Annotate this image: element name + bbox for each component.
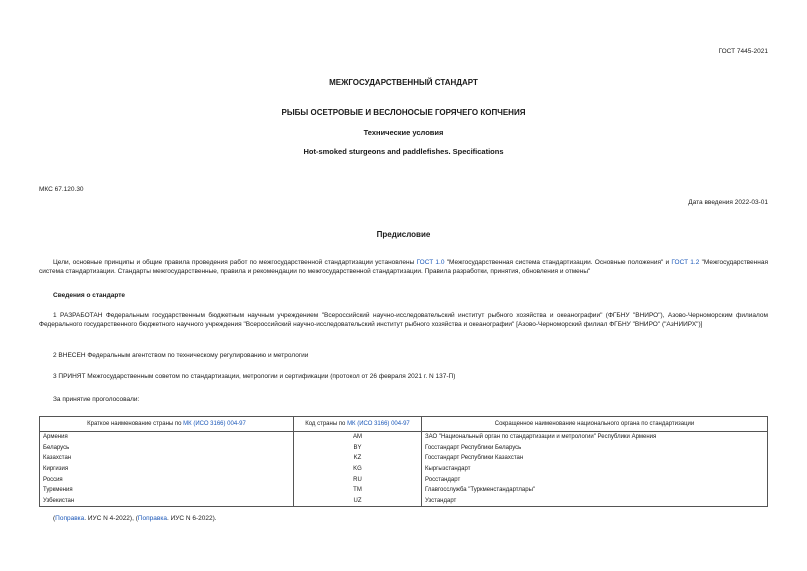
- table-row: [40, 496, 768, 507]
- code-cell: KZ: [294, 453, 422, 464]
- code-cell: RU: [294, 474, 422, 485]
- code-cell: UZ: [294, 496, 422, 507]
- body-cell: Госстандарт Республики Казахстан: [422, 453, 768, 464]
- product-title: РЫБЫ ОСЕТРОВЫЕ И ВЕСЛОНОСЫЕ ГОРЯЧЕГО КОПЧЕНИЯ: [281, 108, 526, 117]
- english-title: Hot-smoked sturgeons and paddlefishes. Specifications: [303, 147, 504, 156]
- voted-paragraph: За принятие проголосовали:: [53, 396, 140, 403]
- body-cell: Главгосслужба "Туркменстандартлары": [422, 485, 768, 496]
- table-row: [40, 464, 768, 475]
- country-cell: Армения: [40, 432, 294, 443]
- table-row: [40, 485, 768, 496]
- goals-text-1: Цели, основные принципы и общие правила проведения работ по межгосударственной стандартизации установлены: [53, 259, 417, 266]
- gost-1-0-link[interactable]: ГОСТ 1.0: [416, 259, 445, 266]
- country-cell: Киргизия: [40, 464, 294, 475]
- goals-text-2: "Межгосударственная система стандартизации. Основные положения" и: [444, 259, 672, 266]
- table-row: [40, 443, 768, 454]
- mk-iso-3166-link[interactable]: МК (ИСО 3166) 004-97: [347, 420, 410, 427]
- foreword-heading: Предисловие: [376, 230, 431, 239]
- code-cell: AM: [294, 432, 422, 443]
- standard-type-title: МЕЖГОСУДАРСТВЕННЫЙ СТАНДАРТ: [329, 78, 478, 87]
- code-cell: KG: [294, 464, 422, 475]
- amendments-open: (: [53, 515, 56, 522]
- amendment-link-2[interactable]: Поправка: [137, 515, 167, 522]
- country-cell: Россия: [40, 474, 294, 485]
- country-code-header: [294, 417, 422, 432]
- country-cell: Беларусь: [40, 443, 294, 454]
- country-cell: Узбекистан: [40, 496, 294, 507]
- body-cell: Госстандарт Республики Беларусь: [422, 443, 768, 454]
- standard-info-heading: Сведения о стандарте: [53, 292, 126, 299]
- national-body-header: Сокращенное наименование национального органа по стандартизации: [422, 417, 768, 432]
- goals-paragraph: [39, 259, 768, 277]
- country-code-header-text: Код страны по: [305, 420, 348, 427]
- document-code: ГОСТ 7445-2021: [718, 48, 768, 55]
- body-cell: Росстандарт: [422, 474, 768, 485]
- amendments-line: [53, 515, 217, 524]
- country-cell: Туркмения: [40, 485, 294, 496]
- code-cell: BY: [294, 443, 422, 454]
- table-header-row: [40, 417, 768, 432]
- amendment-text-1: . ИУС N 4-2022), (: [84, 515, 138, 522]
- code-cell: TM: [294, 485, 422, 496]
- amendment-link-1[interactable]: Поправка: [55, 515, 85, 522]
- voting-countries-table: [39, 416, 768, 507]
- amendment-text-2: . ИУС N 6-2022).: [166, 515, 217, 522]
- country-name-header: [40, 417, 294, 432]
- conditions-subtitle: Технические условия: [363, 128, 444, 137]
- developed-paragraph: 1 РАЗРАБОТАН Федеральным государственным бюджетным научным учреждением "Всероссийский научно-исследовательский институт рыбного хозяйства и океанографии" (ФГБНУ "ВНИРО"), Азово-Черноморским филиалом Федерального государственного бюджетного научного учреждения "Всероссийский научно-исследовательский институт рыбного хозяйства и океанографии" [Азово-Черноморский филиал ФГБНУ "ВНИРО" ("АзНИИРХ")]: [39, 312, 768, 328]
- table-row: [40, 453, 768, 464]
- adopted-paragraph: 3 ПРИНЯТ Межгосударственным советом по стандартизации, метрологии и сертификации (протокол от 26 февраля 2021 г. N 137-П): [53, 373, 456, 380]
- body-cell: Узстандарт: [422, 496, 768, 507]
- mks-code: МКС 67.120.30: [39, 186, 84, 193]
- body-cell: Кыргызстандарт: [422, 464, 768, 475]
- table-row: [40, 474, 768, 485]
- goals-text-3: "Межгосударственная система стандартизации. Стандарты межгосударственные, правила и рекомендации по межгосударственной стандартизации. Правила разработки, принятия, обновления и отмены": [39, 259, 768, 275]
- introduced-paragraph: 2 ВНЕСЕН Федеральным агентством по техническому регулированию и метрологии: [53, 352, 309, 359]
- mk-iso-3166-link[interactable]: МК (ИСО 3166) 004-97: [183, 420, 246, 427]
- table-row: [40, 432, 768, 443]
- country-name-header-text: Краткое наименование страны по: [87, 420, 184, 427]
- body-cell: ЗАО "Национальный орган по стандартизации и метрологии" Республики Армения: [422, 432, 768, 443]
- country-cell: Казахстан: [40, 453, 294, 464]
- gost-1-2-link[interactable]: ГОСТ 1.2: [671, 259, 700, 266]
- introduction-date: Дата введения 2022-03-01: [688, 199, 768, 206]
